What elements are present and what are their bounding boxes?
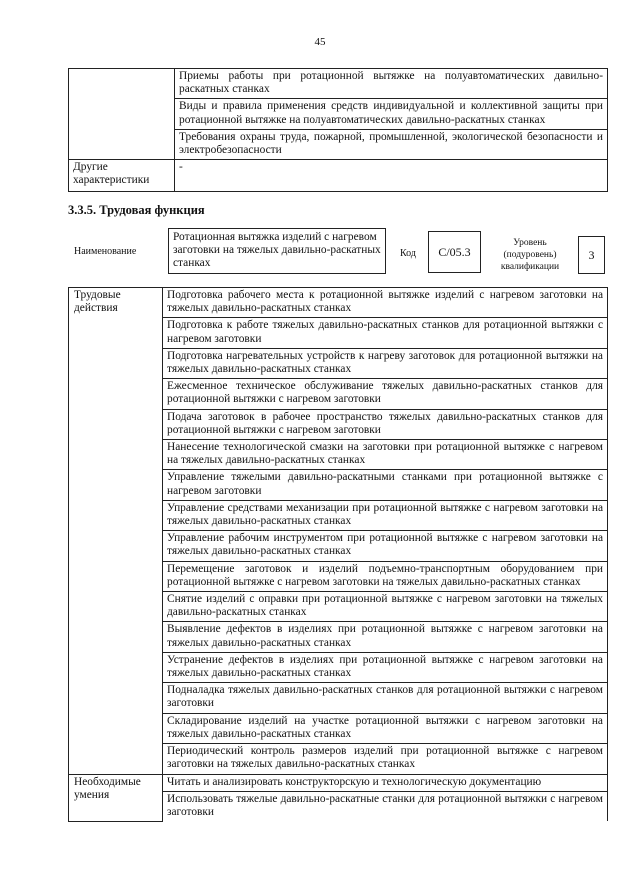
table-row: Устранение дефектов в изделиях при ротационной вытяжке с нагревом заготовки на тяжелых давильно-раскатных станках	[163, 652, 608, 682]
table-row: Выявление дефектов в изделиях при ротационной вытяжке с нагревом заготовки на тяжелых давильно-раскатных станках	[163, 622, 608, 652]
table-row: Складирование изделий на участке ротационной вытяжки с нагревом заготовки на тяжелых давильно-раскатных станках	[163, 713, 608, 743]
function-name: Ротационная вытяжка изделий с нагревом заготовки на тяжелых давильно-раскатных станках	[168, 228, 386, 274]
table-row: Управление рабочим инструментом при ротационной вытяжке с нагревом заготовки на тяжелых давильно-раскатных станках	[163, 531, 608, 561]
level-label: Уровень (подуровень) квалификации	[500, 238, 560, 272]
section-heading: 3.3.5. Трудовая функция	[68, 203, 205, 217]
table-row: Управление средствами механизации при ротационной вытяжке с нагревом заготовки на тяжелых давильно-раскатных станках	[163, 500, 608, 530]
table-row: Подача заготовок в рабочее пространство тяжелых давильно-раскатных станков для ротационной вытяжки с нагревом заготовки	[163, 409, 608, 439]
table-row: Управление тяжелыми давильно-раскатными станками при ротационной вытяжке с нагревом заготовки	[163, 470, 608, 500]
table-row: Перемещение заготовок и изделий подъемно-транспортным оборудованием при ротационной вытяжке с нагревом заготовки на тяжелых давильно-раскатных станках	[163, 561, 608, 591]
function-code: C/05.3	[428, 231, 481, 273]
labor-actions-label: Трудовые действия	[69, 288, 163, 775]
table-row: Подготовка нагревательных устройств к нагреву заготовок для ротационной вытяжки на тяжелых давильно-раскатных станках	[163, 348, 608, 378]
labor-function-table	[68, 287, 608, 822]
table-row: Ежесменное техническое обслуживание тяжелых давильно-раскатных станков для ротационной вытяжки с нагревом заготовки	[163, 379, 608, 409]
table-row: Требования охраны труда, пожарной, промышленной, экологической безопасности и электробезопасности	[175, 129, 608, 159]
name-label: Наименование	[74, 246, 137, 257]
table-row: Нанесение технологической смазки на заготовки при ротационной вытяжке с нагревом на тяжелых давильно-раскатных станках	[163, 440, 608, 470]
other-characteristics-value: -	[175, 160, 608, 192]
table-row: Периодический контроль размеров изделий при ротационной вытяжке с нагревом заготовки на тяжелых давильно-раскатных станках	[163, 744, 608, 774]
table-row: Использовать тяжелые давильно-раскатные станки для ротационной вытяжки с нагревом заготовки	[163, 791, 608, 821]
table-row: Подготовка рабочего места к ротационной вытяжке изделий с нагревом заготовки на тяжелых давильно-раскатных станках	[163, 288, 608, 318]
table-row: Снятие изделий с оправки при ротационной вытяжке с нагревом заготовки на тяжелых давильно-раскатных станках	[163, 592, 608, 622]
page-number: 45	[314, 36, 326, 48]
table-row: Подготовка к работе тяжелых давильно-раскатных станков для ротационной вытяжки с нагревом заготовки	[163, 318, 608, 348]
other-characteristics-label: Другие характеристики	[69, 160, 175, 192]
table-row: Подналадка тяжелых давильно-раскатных станков для ротационной вытяжки с нагревом заготовки	[163, 683, 608, 713]
code-label: Код	[400, 248, 416, 259]
qualification-level: 3	[578, 236, 605, 274]
skills-label: Необходимые умения	[69, 774, 163, 821]
empty-label-cell	[69, 69, 175, 160]
table-row: Приемы работы при ротационной вытяжке на полуавтоматических давильно-раскатных станках	[175, 69, 608, 99]
table-row: Виды и правила применения средств индивидуальной и коллективной защиты при ротационной вытяжке на полуавтоматических давильно-раскатных станках	[175, 99, 608, 129]
previous-function-table	[68, 68, 608, 192]
table-row: Читать и анализировать конструкторскую и технологическую документацию	[163, 774, 608, 791]
